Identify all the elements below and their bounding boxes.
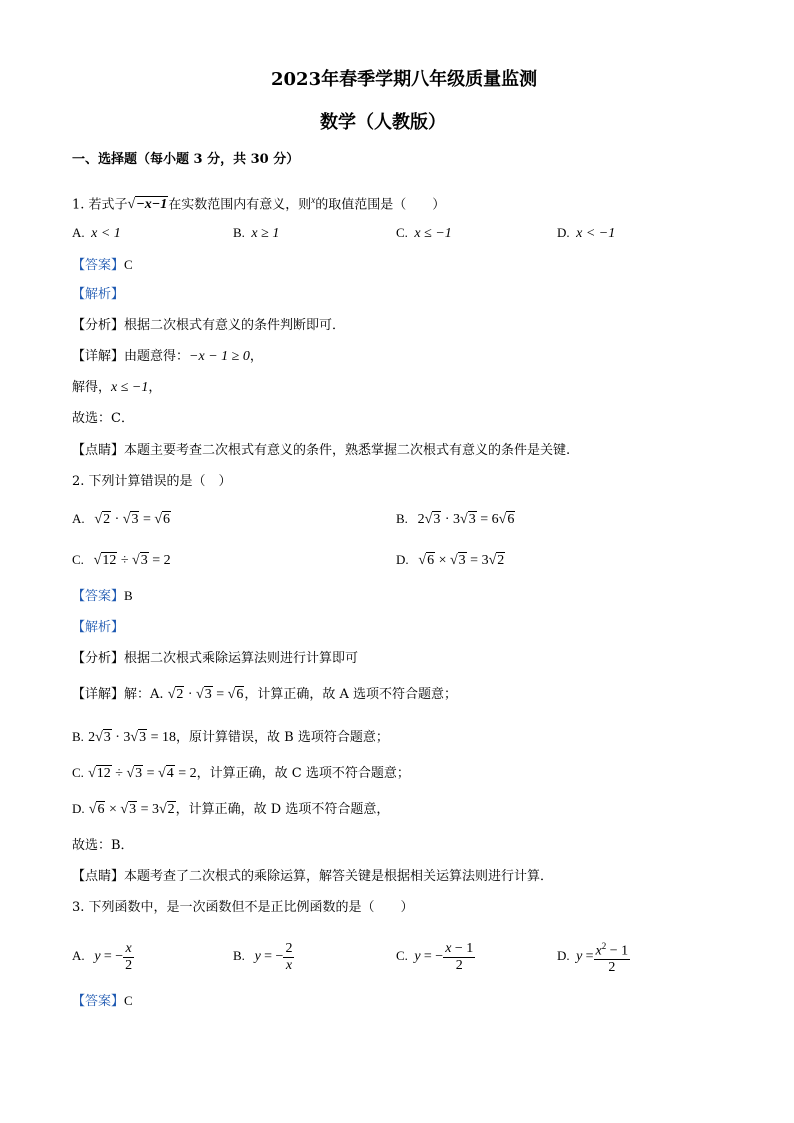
q2-option-a: A. √2 · √3 = √6 xyxy=(72,511,171,527)
q3-option-b: B. y = − $\frac{2}{x}$ xyxy=(233,940,293,973)
q3-option-d: D. y = $\frac{x^2 - 1}{2}$ xyxy=(557,936,630,977)
q2-answer: 【答案】B xyxy=(72,588,133,604)
q1-suffix2: 的取值范围是（ ） xyxy=(315,197,446,213)
q1-dianjing: 【点睛】本题主要考查二次根式有意义的条件，熟悉掌握二次根式有意义的条件是关键. xyxy=(72,443,571,458)
q2-choose: 故选：B． xyxy=(72,838,134,853)
q2-analysis-label: 【解析】 xyxy=(72,620,125,635)
q1-suffix: 在实数范围内有意义，则 xyxy=(168,197,312,213)
q1-radicand: −x−1 xyxy=(136,197,168,213)
q2-dianjing: 【点睛】本题考查了二次根式的乘除运算，解答关键是根据相关运算法则进行计算． xyxy=(72,869,554,884)
question-2-stem: 2. 下列计算错误的是（ ） xyxy=(72,474,232,489)
q1-var: x xyxy=(311,195,316,205)
page-subtitle: 数学（人教版） xyxy=(320,112,446,133)
q1-option-d: D. x < −1 xyxy=(557,225,616,241)
q2-detail-c: C. √12 ÷ √3 = √4 = 2，计算正确，故 C 选项不符合题意； xyxy=(72,765,410,781)
q2-option-b: B. 2√3 · 3√3 = 6√6 xyxy=(396,511,515,527)
q2-option-d: D. √6 × √3 = 3√2 xyxy=(396,552,505,568)
q3-option-c: C. y = − $\frac{x - 1}{2}$ xyxy=(396,940,474,973)
q1-option-c: C. x ≤ −1 xyxy=(396,225,452,241)
q2-fenxi: 【分析】根据二次根式乘除运算法则进行计算即可 xyxy=(72,651,359,666)
q1-option-b: B. x ≥ 1 xyxy=(233,225,280,241)
section-heading: 一、选择题（每小题 3 分，共 30 分） xyxy=(72,152,300,167)
q2-detail-b: B. 2√3 · 3√3 = 18，原计算错误，故 B 选项符合题意； xyxy=(72,729,389,745)
q1-option-a: A. x < 1 xyxy=(72,225,121,241)
q1-answer: 【答案】C xyxy=(72,257,133,273)
q1-prefix: 1. 若式子 xyxy=(72,197,128,213)
question-1-stem xyxy=(72,190,445,215)
page-title: 2023年春季学期八年级质量监测 xyxy=(271,69,538,90)
q3-option-a: A. y = − $\frac{x}{2}$ xyxy=(72,940,133,973)
q1-choose: 故选：C． xyxy=(72,411,134,426)
question-3-stem: 3. 下列函数中，是一次函数但不是正比例函数的是（ ） xyxy=(72,900,414,915)
q1-radical: √−x−1 xyxy=(127,197,168,213)
q3-answer: 【答案】C xyxy=(72,993,133,1009)
q2-detail-d: D. √6 × √3 = 3√2，计算正确，故 D 选项不符合题意， xyxy=(72,801,390,817)
q1-fenxi: 【分析】根据二次根式有意义的条件判断即可． xyxy=(72,318,346,333)
q2-xiangjie-a: 【详解】解：A. √2 · √3 = √6，计算正确，故 A 选项不符合题意； xyxy=(72,687,457,702)
q1-solve: 解得，x ≤ −1， xyxy=(72,380,162,395)
q2-option-c: C. √12 ÷ √3 = 2 xyxy=(72,552,171,568)
q1-xiangjie: 【详解】由题意得：−x − 1 ≥ 0， xyxy=(72,349,263,364)
q1-analysis-label: 【解析】 xyxy=(72,287,125,302)
